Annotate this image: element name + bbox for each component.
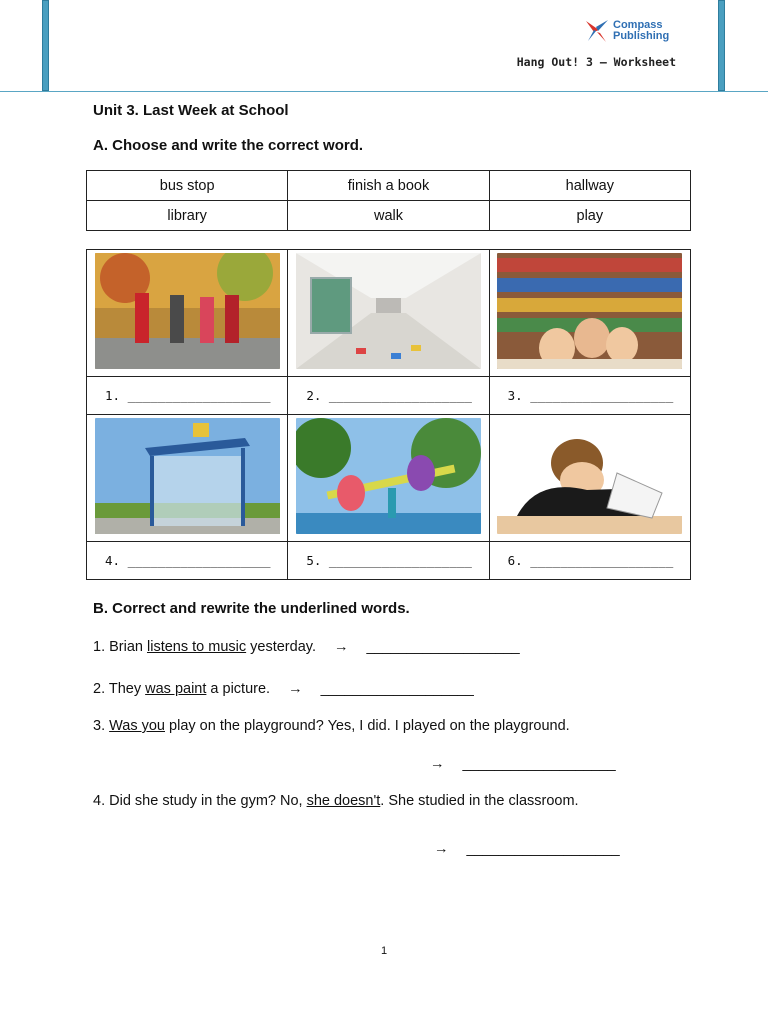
underlined-phrase: listens to music bbox=[147, 639, 247, 655]
answer-blank[interactable]: 3. ___________________ bbox=[489, 377, 690, 415]
answer-blank[interactable]: 1. ___________________ bbox=[87, 377, 288, 415]
question-1 bbox=[93, 639, 520, 655]
logo-line-2: Publishing bbox=[613, 30, 670, 42]
picture-cell bbox=[87, 415, 288, 542]
question-3-answer-line bbox=[412, 756, 616, 772]
arrow-icon: → bbox=[434, 841, 449, 857]
word-bank-cell: bus stop bbox=[87, 171, 288, 201]
answer-blank[interactable]: ___________________ bbox=[366, 639, 520, 655]
answer-blank[interactable]: 2. ___________________ bbox=[288, 377, 489, 415]
playground-picture bbox=[296, 418, 481, 534]
header-divider bbox=[0, 91, 768, 92]
answer-blank[interactable]: ___________________ bbox=[462, 756, 616, 772]
arrow-icon: → bbox=[333, 639, 349, 655]
picture-cell bbox=[489, 250, 690, 377]
picture-cell bbox=[489, 415, 690, 542]
hallway-picture bbox=[296, 253, 481, 369]
word-bank-cell: finish a book bbox=[288, 171, 489, 201]
document-title: Hang Out! 3 – Worksheet bbox=[516, 55, 676, 69]
question-text: 4. Did she study in the gym? No, bbox=[93, 793, 307, 809]
question-3 bbox=[93, 718, 570, 734]
section-a-heading: A. Choose and write the correct word. bbox=[93, 137, 364, 154]
question-text: . She studied in the classroom. bbox=[380, 793, 579, 809]
unit-title: Unit 3. Last Week at School bbox=[93, 102, 289, 119]
question-text: 3. bbox=[93, 718, 110, 734]
word-bank-cell: library bbox=[87, 201, 288, 231]
underlined-phrase: was paint bbox=[145, 681, 207, 697]
picture-table bbox=[86, 249, 691, 580]
kids-walking-picture bbox=[95, 253, 280, 369]
bus-stop-picture bbox=[95, 418, 280, 534]
header-right-bar bbox=[718, 0, 725, 91]
picture-cell bbox=[288, 415, 489, 542]
question-text: 1. Brian bbox=[93, 639, 147, 655]
answer-blank[interactable]: ___________________ bbox=[466, 841, 620, 857]
answer-blank[interactable]: 4. ___________________ bbox=[87, 542, 288, 580]
arrow-icon: → bbox=[430, 756, 445, 772]
word-bank-cell: walk bbox=[288, 201, 489, 231]
section-b-heading: B. Correct and rewrite the underlined words. bbox=[93, 600, 410, 617]
question-text: yesterday. bbox=[246, 639, 316, 655]
question-4 bbox=[93, 793, 579, 809]
arrow-icon: → bbox=[288, 681, 303, 697]
answer-blank[interactable]: 5. ___________________ bbox=[288, 542, 489, 580]
logo-text bbox=[613, 20, 669, 42]
answer-blank[interactable]: 6. ___________________ bbox=[489, 542, 690, 580]
publisher-logo bbox=[584, 18, 669, 44]
underlined-phrase: she doesn't bbox=[306, 793, 381, 809]
header-left-bar bbox=[42, 0, 49, 91]
question-text: play on the playground? Yes, I did. I played on the playground. bbox=[165, 718, 570, 734]
word-bank-cell: hallway bbox=[489, 171, 690, 201]
picture-cell bbox=[288, 250, 489, 377]
word-bank-cell: play bbox=[489, 201, 690, 231]
question-4-answer-line bbox=[416, 841, 620, 857]
page-number: 1 bbox=[381, 945, 388, 957]
question-text: a picture. bbox=[206, 681, 271, 697]
answer-blank[interactable]: ___________________ bbox=[320, 681, 474, 697]
picture-cell bbox=[87, 250, 288, 377]
compass-star-icon bbox=[584, 18, 610, 44]
question-text: 2. They bbox=[93, 681, 146, 697]
word-bank-table bbox=[86, 170, 691, 231]
tired-student-picture bbox=[497, 418, 682, 534]
library-picture bbox=[497, 253, 682, 369]
logo-line-1: Compass bbox=[613, 19, 663, 31]
underlined-phrase: Was you bbox=[109, 718, 165, 734]
question-2 bbox=[93, 681, 474, 697]
